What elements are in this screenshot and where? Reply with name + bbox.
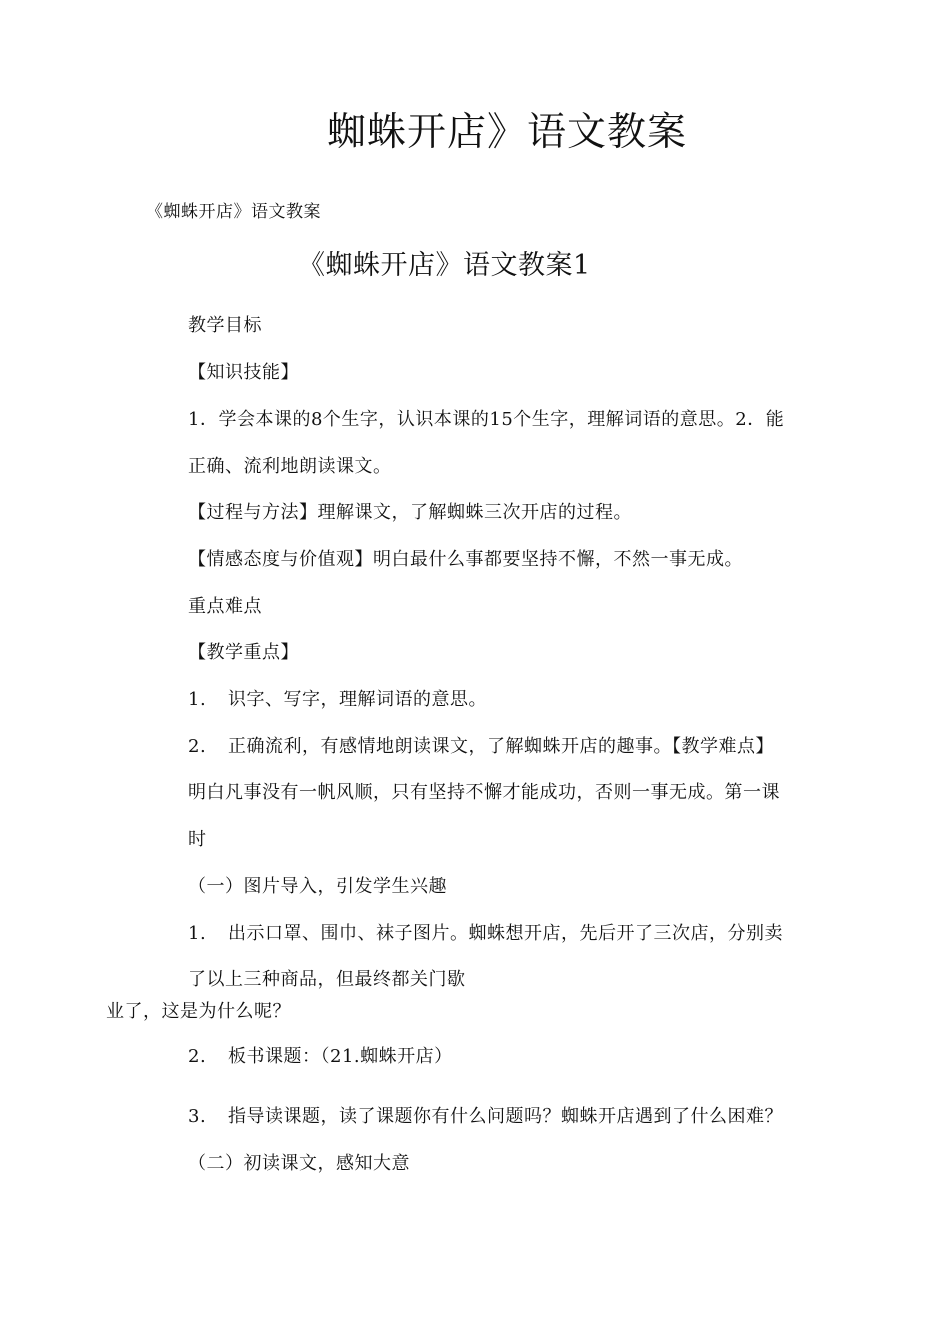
list-number: 3.	[188, 1106, 207, 1127]
list-item	[188, 1105, 783, 1129]
paragraph-line: 时	[188, 829, 207, 850]
paragraph-knowledge-skills: 【知识技能】	[188, 362, 299, 383]
paragraph-teaching-goals: 教学目标	[188, 315, 262, 336]
paragraph-line: 正确、流利地朗读课文。	[188, 456, 392, 477]
paragraph-key-points: 重点难点	[188, 596, 262, 617]
header-line: 《蜘蛛开店》语文教案	[146, 202, 321, 222]
paragraph-line: 业了，这是为什么呢？	[106, 1001, 291, 1022]
list-text: 板书课题：（21.蜘蛛开店）	[228, 1046, 453, 1067]
list-number: 2.	[188, 1046, 207, 1067]
paragraph-emotion-values: 【情感态度与价值观】明白最什么事都要坚持不懈，不然一事无成。	[188, 549, 743, 570]
list-number: 1.	[188, 923, 207, 944]
list-item	[188, 688, 487, 712]
list-item	[188, 1045, 453, 1069]
paragraph-line: 了以上三种商品，但最终都关门歇	[188, 969, 466, 990]
list-text: 出示口罩、围巾、袜子图片。蜘蛛想开店，先后开了三次店，分别卖	[228, 923, 783, 944]
section-subtitle: 《蜘蛛开店》语文教案1	[298, 250, 591, 281]
list-item	[188, 735, 774, 759]
list-number: 2.	[188, 736, 207, 757]
list-text: 指导读课题，读了课题你有什么问题吗？蜘蛛开店遇到了什么困难？	[228, 1106, 783, 1127]
list-text: 识字、写字，理解词语的意思。	[228, 689, 487, 710]
list-text: 正确流利，有感情地朗读课文，了解蜘蛛开店的趣事。【教学难点】	[228, 736, 774, 757]
list-item	[188, 922, 783, 946]
list-number: 1.	[188, 689, 207, 710]
paragraph-line: 明白凡事没有一帆风顺，只有坚持不懈才能成功，否则一事无成。第一课	[188, 782, 780, 803]
section-heading: （二）初读课文，感知大意	[188, 1153, 410, 1174]
paragraph-line: 1．学会本课的8个生字，认识本课的15个生字，理解词语的意思。2．能	[188, 409, 785, 430]
paragraph-teaching-focus: 【教学重点】	[188, 642, 299, 663]
paragraph-process-method: 【过程与方法】理解课文，了解蜘蛛三次开店的过程。	[188, 502, 632, 523]
section-heading: （一）图片导入，引发学生兴趣	[188, 876, 447, 897]
document-title: 蜘蛛开店》语文教案	[327, 110, 688, 155]
